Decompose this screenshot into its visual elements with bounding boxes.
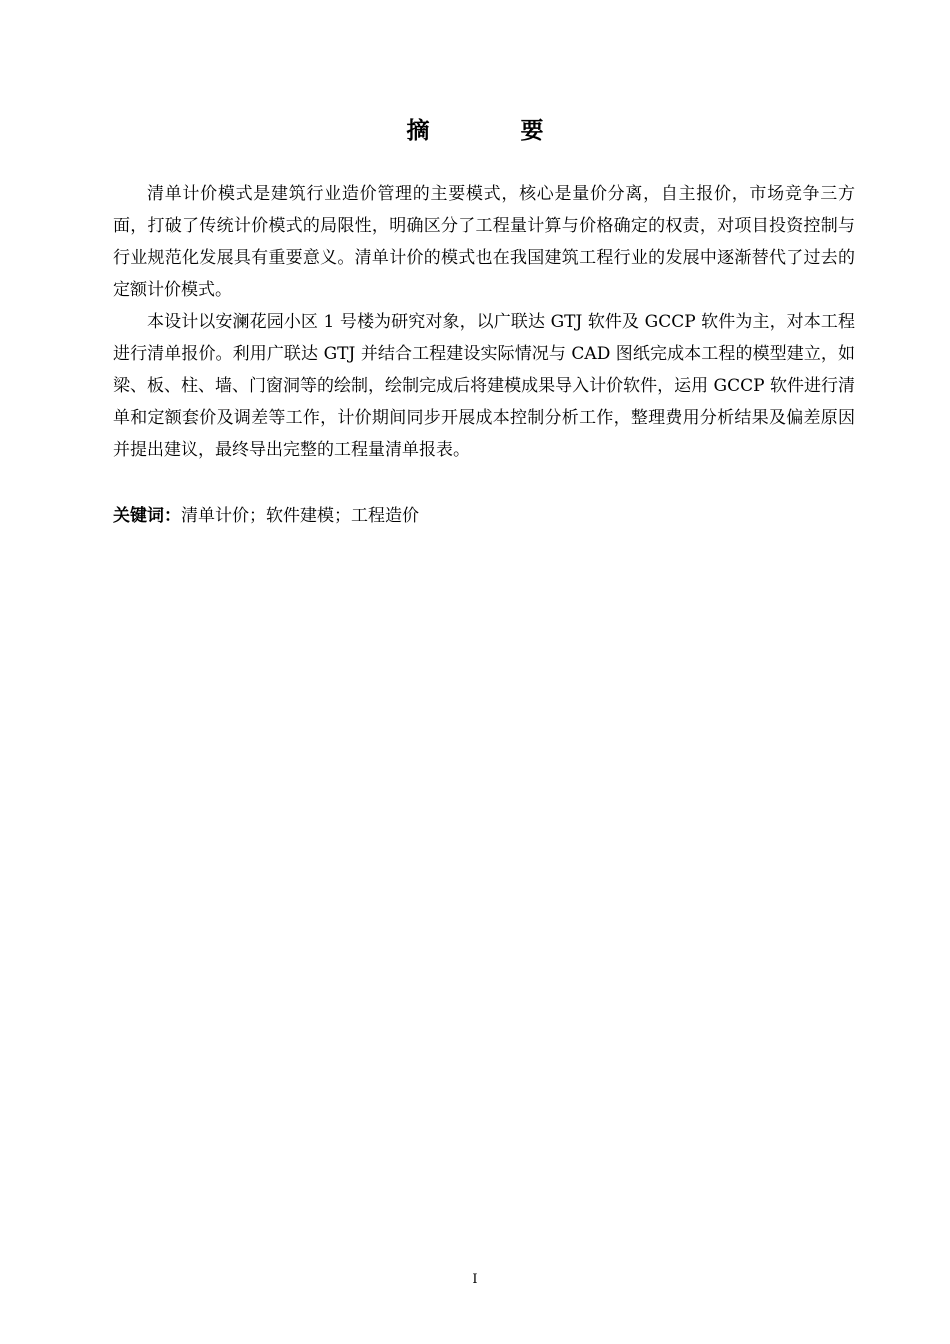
abstract-paragraph-2: 本设计以安澜花园小区 1 号楼为研究对象，以广联达 GTJ 软件及 GCCP 软件为主，对本工程进行清单报价。利用广联达 GTJ 并结合工程建设实际情况与 CAD 图纸完成本工程的模型建立，如梁、板、柱、墙、门窗洞等的绘制，绘制完成后将建模成果导入计价软件，运用 GCCP 软件进行清单和定额套价及调差等工作，计价期间同步开展成本控制分析工作，整理费用分析结果及偏差原因并提出建议，最终导出完整的工程量清单报表。 <box>113 312 855 460</box>
abstract-body <box>113 178 855 466</box>
keywords-text: 清单计价；软件建模；工程造价 <box>181 506 419 526</box>
abstract-paragraph-1: 清单计价模式是建筑行业造价管理的主要模式，核心是量价分离，自主报价，市场竞争三方面，打破了传统计价模式的局限性，明确区分了工程量计算与价格确定的权责，对项目投资控制与行业规范化发展具有重要意义。清单计价的模式也在我国建筑工程行业的发展中逐渐替代了过去的定额计价模式。 <box>113 184 855 300</box>
page-number: I <box>472 1272 478 1287</box>
abstract-title: 摘 要 <box>406 118 578 144</box>
keywords-line <box>113 500 855 532</box>
keywords-label: 关键词： <box>113 506 181 526</box>
